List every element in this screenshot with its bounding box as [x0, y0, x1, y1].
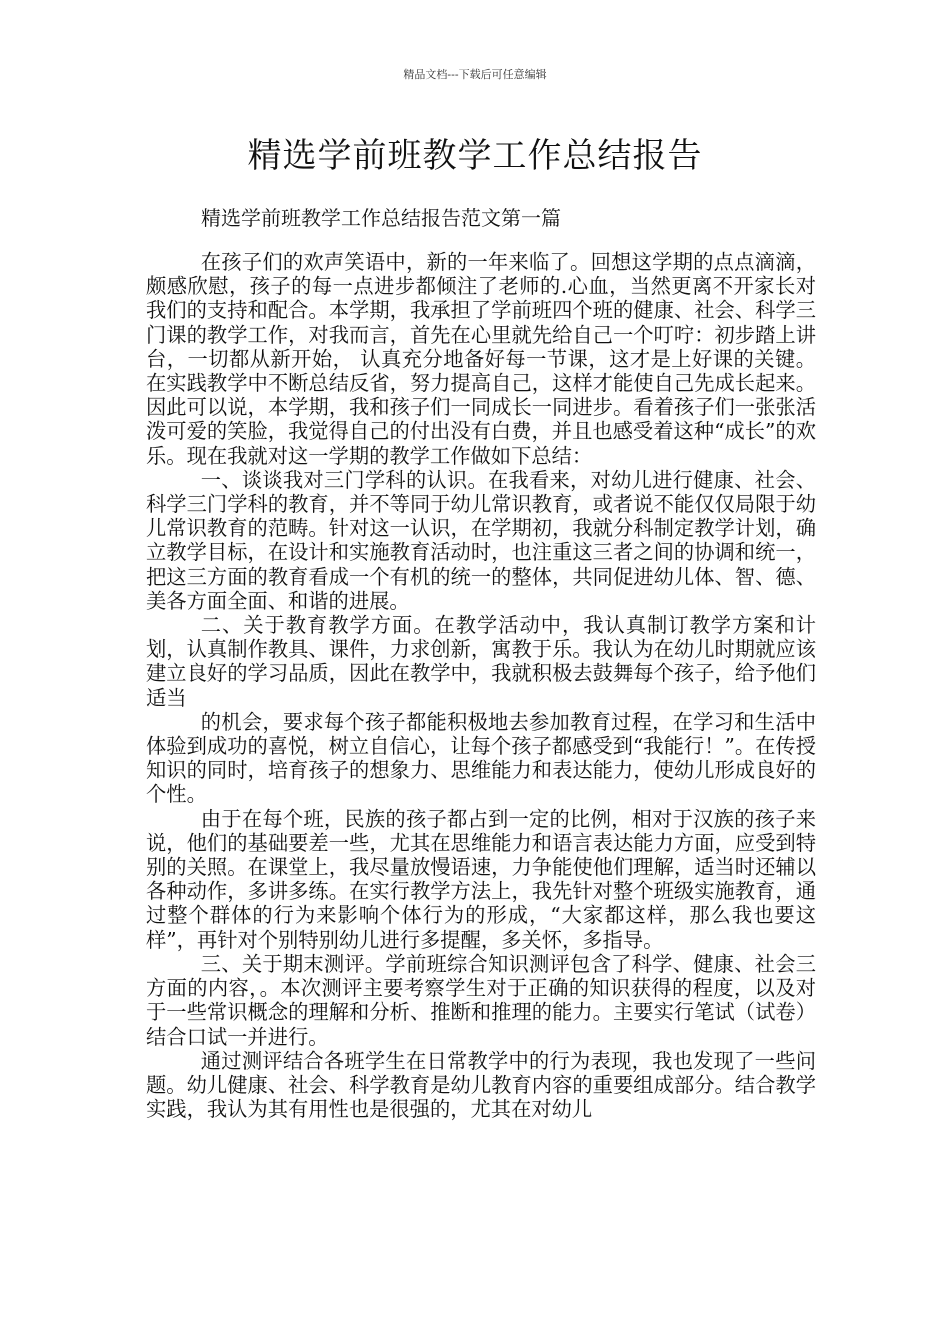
paragraph: 二、关于教育教学方面。在教学活动中，我认真制订教学方案和计划，认真制作教具、课件，力求创新，寓教于乐。我认为在幼儿时期就应该建立良好的学习品质，因此在教学中，我就积极去鼓舞每个孩子，给予他们适当: [146, 613, 816, 710]
document-title: 精选学前班教学工作总结报告: [247, 136, 703, 176]
paragraph: 一、谈谈我对三门学科的认识。在我看来，对幼儿进行健康、社会、科学三门学科的教育，并不等同于幼儿常识教育，或者说不能仅仅局限于幼儿常识教育的范畴。针对这一认识，在学期初，我就分科制定教学计划，确立教学目标，在设计和实施教育活动时，也注重这三者之间的协调和统一，把这三方面的教育看成一个有机的统一的整体，共同促进幼儿体、智、德、美各方面全面、和谐的进展。: [146, 467, 816, 613]
paragraph: 由于在每个班，民族的孩子都占到一定的比例，相对于汉族的孩子来说，他们的基础要差一些，尤其在思维能力和语言表达能力方面，应受到特别的关照。在课堂上，我尽量放慢语速，力争能使他们理解，适当时还辅以各种动作，多讲多练。在实行教学方法上，我先针对整个班级实施教育，通过整个群体的行为来影响个体行为的形成，“大家都这样，那么我也要这样”，再针对个别特别幼儿进行多提醒，多关怀，多指导。: [146, 806, 816, 952]
paragraph: 三、关于期末测评。学前班综合知识测评包含了科学、健康、社会三方面的内容，。本次测评主要考察学生对于正确的知识获得的程度，以及对于一些常识概念的理解和分析、推断和推理的能力。主要实行笔试（试卷）结合口试一并进行。: [146, 951, 816, 1049]
paragraph: 的机会，要求每个孩子都能积极地去参加教育过程，在学习和生活中体验到成功的喜悦，树立自信心，让每个孩子都感受到“我能行！”。在传授知识的同时，培育孩子的想象力、思维能力和表达能力，使幼儿形成良好的个性。: [146, 709, 816, 807]
page-header-note: 精品文档---下载后可任意编辑: [403, 68, 547, 81]
document-body: [146, 250, 816, 1121]
paragraph: 在孩子们的欢声笑语中，新的一年来临了。回想这学期的点点滴滴，颇感欣慰，孩子的每一点进步都倾注了老师的.心血，当然更离不开家长对我们的支持和配合。本学期，我承担了学前班四个班的健康、社会、科学三门课的教学工作，对我而言，首先在心里就先给自己一个叮咛：初步踏上讲台，一切都从新开始， 认真充分地备好每一节课，这才是上好课的关键。在实践教学中不断总结反省，努力提高自己，这样才能使自己先成长起来。因此可以说，本学期，我和孩子们一同成长一同进步。看着孩子们一张张活泼可爱的笑脸，我觉得自己的付出没有白费，并且也感受着这种“成长”的欢乐。现在我就对这一学期的教学工作做如下总结：: [146, 250, 816, 468]
paragraph: 通过测评结合各班学生在日常教学中的行为表现，我也发现了一些问题。幼儿健康、社会、科学教育是幼儿教育内容的重要组成部分。结合教学实践，我认为其有用性也是很强的，尤其在对幼儿: [146, 1048, 816, 1122]
document-subtitle: 精选学前班教学工作总结报告范文第一篇: [201, 206, 561, 230]
